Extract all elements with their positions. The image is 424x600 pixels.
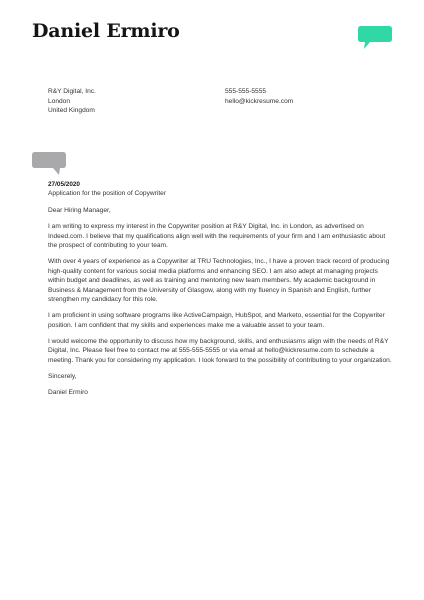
- letter-subject: Application for the position of Copywriter: [48, 190, 167, 197]
- paragraph: I am writing to express my interest in the Copywriter position at R&Y Digital, Inc. in London, as advertised on Indeed.com. I believe that my qualifications align well with the requirements of your firm and I am enthusiastic about the prospect of contributing to your team.: [48, 223, 386, 249]
- paragraph: I would welcome the opportunity to discuss how my background, skills, and enthusiasms align with the needs of R&Y Digital, Inc. Please feel free to contact me at 555-555-5555 or via email at hello@kickresume.com to schedule a meeting. Thank you for considering my application. I look forward to the possibility of contributing to your organization.: [48, 337, 392, 364]
- recipient-address: [48, 87, 96, 116]
- paragraph: With over 4 years of experience as a Copywriter at TRU Technologies, Inc., I have a proven track record of producing high-quality content for various social media platforms and enhancing SEO. I am also adept at managing projects within budget and deadlines, as well as training and mentoring new team members. My academic background in Business & Management from the University of Glasgow, along with my fluency in Spanish and English, further strengthen my candidacy for this role.: [48, 258, 390, 303]
- speech-bubble-icon: [32, 152, 66, 176]
- paragraph: I am proficient in using software programs like ActiveCampaign, HubSpot, and Marketo, essential for the Copywriter position. I am confident that my skills and experiences make me a valuable asset to your team.: [48, 312, 385, 329]
- recipient-country: United Kingdom: [48, 107, 95, 115]
- letter-date: 27/05/2020: [48, 181, 80, 188]
- speech-bubble-icon: [358, 26, 392, 50]
- salutation: Dear Hiring Manager,: [48, 207, 111, 214]
- applicant-name: Daniel Ermiro: [32, 20, 180, 42]
- recipient-city: London: [48, 97, 71, 105]
- recipient-company: R&Y Digital, Inc.: [48, 88, 96, 95]
- closing: Sincerely,: [48, 372, 77, 380]
- contact-phone: 555-555-5555: [225, 88, 267, 95]
- letter-body: [48, 206, 396, 404]
- contact-email: hello@kickresume.com: [225, 97, 294, 105]
- signature: Daniel Ermiro: [48, 388, 88, 396]
- sender-contact: [225, 87, 293, 106]
